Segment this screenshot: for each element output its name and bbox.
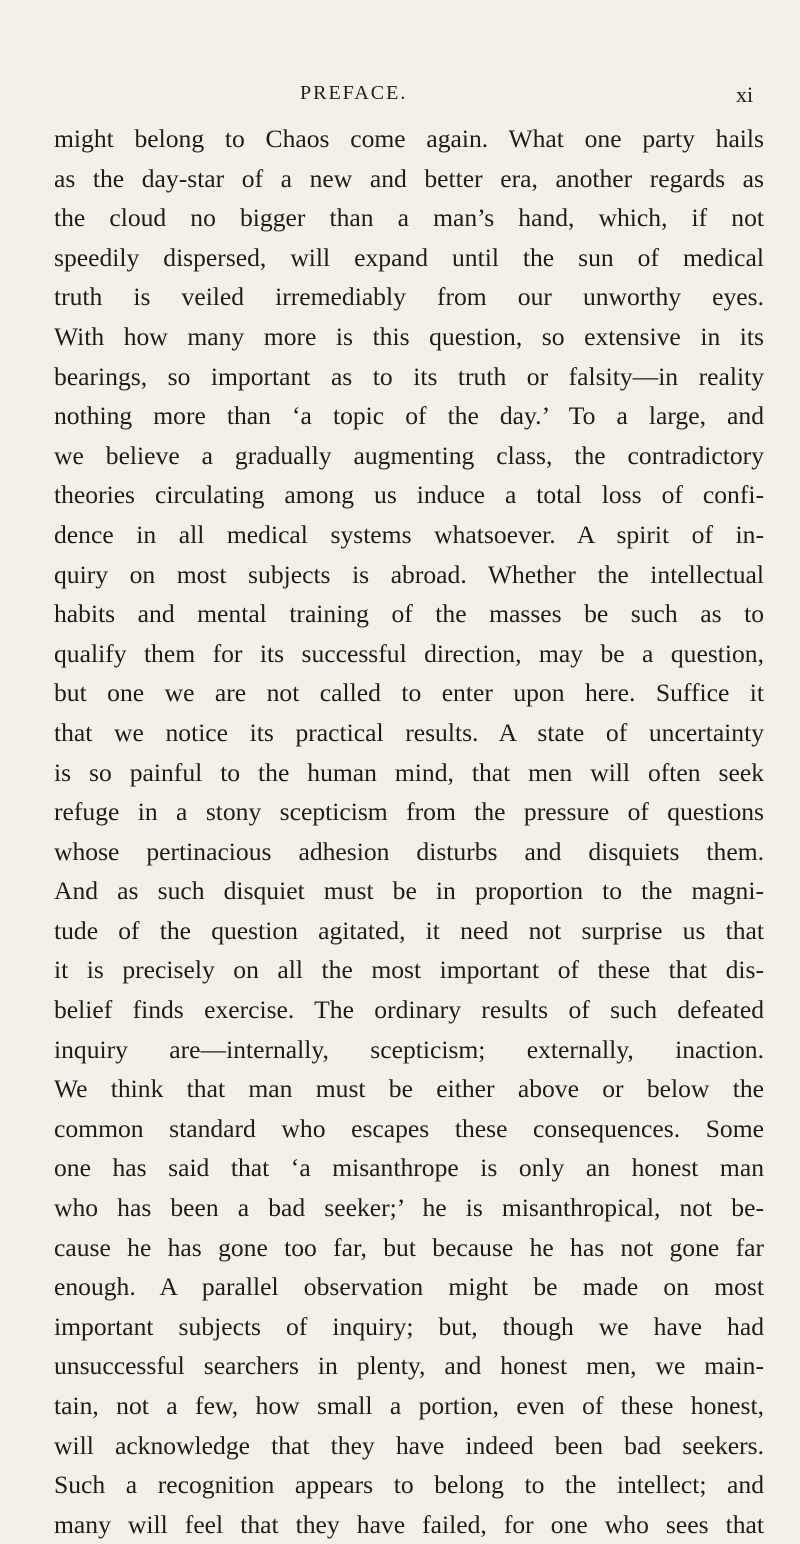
running-title: PREFACE. [300,82,408,104]
text-line: as the day-star of a new and better era, another regards as [54,163,764,193]
text-line: we believe a gradually augmenting class, the contradictory [54,440,764,470]
text-line: truth is veiled irremediably from our unworthy eyes. [54,282,764,312]
text-line: dence in all medical systems whatsoever. A spirit of in- [54,519,764,549]
text-line: enough. A parallel observation might be made on most [54,1272,764,1302]
page-number: xi [736,82,754,107]
text-line: unsuccessful searchers in plenty, and honest men, we main- [54,1351,764,1381]
text-line: nothing more than ‘a topic of the day.’ To a large, and [54,401,764,431]
text-line: inquiry are—internally, scepticism; externally, inaction. [54,1034,764,1064]
text-line: speedily dispersed, will expand until the sun of medical [54,242,764,272]
text-line: many will feel that they have failed, for one who sees that [54,1509,764,1539]
text-line: might belong to Chaos come again. What one party hails [54,124,764,153]
text-line: common standard who escapes these consequences. Some [54,1113,764,1143]
text-line: theories circulating among us induce a total loss of confi- [54,480,764,510]
text-line: is so painful to the human mind, that men will often seek [54,757,764,787]
text-line: who has been a bad seeker;’ he is misanthropical, not be- [54,1193,764,1223]
text-line: refuge in a stony scepticism from the pressure of questions [54,797,764,827]
text-line: With how many more is this question, so extensive in its [54,321,764,351]
text-line: the cloud no bigger than a man’s hand, which, if not [54,203,764,233]
text-line: that we notice its practical results. A state of uncertainty [54,717,764,747]
text-line: tude of the question agitated, it need not surprise us that [54,915,764,945]
text-line: qualify them for its successful direction, may be a question, [54,638,764,668]
text-line: will acknowledge that they have indeed been bad seekers. [54,1430,764,1460]
text-line: belief finds exercise. The ordinary results of such defeated [54,995,764,1025]
text-line: but one we are not called to enter upon here. Suffice it [54,678,764,708]
text-line: And as such disquiet must be in proportion to the magni- [54,876,764,906]
text-line: one has said that ‘a misanthrope is only an honest man [54,1153,764,1183]
running-head [0,82,800,112]
body-text [54,119,764,1544]
text-line: cause he has gone too far, but because he has not gone far [54,1232,764,1262]
text-line: tain, not a few, how small a portion, even of these honest, [54,1391,764,1420]
text-line: We think that man must be either above or below the [54,1074,764,1104]
text-line: quiry on most subjects is abroad. Whether the intellectual [54,559,764,589]
text-line: Such a recognition appears to belong to the intellect; and [54,1470,764,1500]
text-line: it is precisely on all the most important of these that dis- [54,955,764,985]
text-line: bearings, so important as to its truth or falsity—in reality [54,361,764,391]
text-line: whose pertinacious adhesion disturbs and disquiets them. [54,836,764,866]
text-line: habits and mental training of the masses be such as to [54,599,764,629]
text-line: important subjects of inquiry; but, though we have had [54,1311,764,1341]
